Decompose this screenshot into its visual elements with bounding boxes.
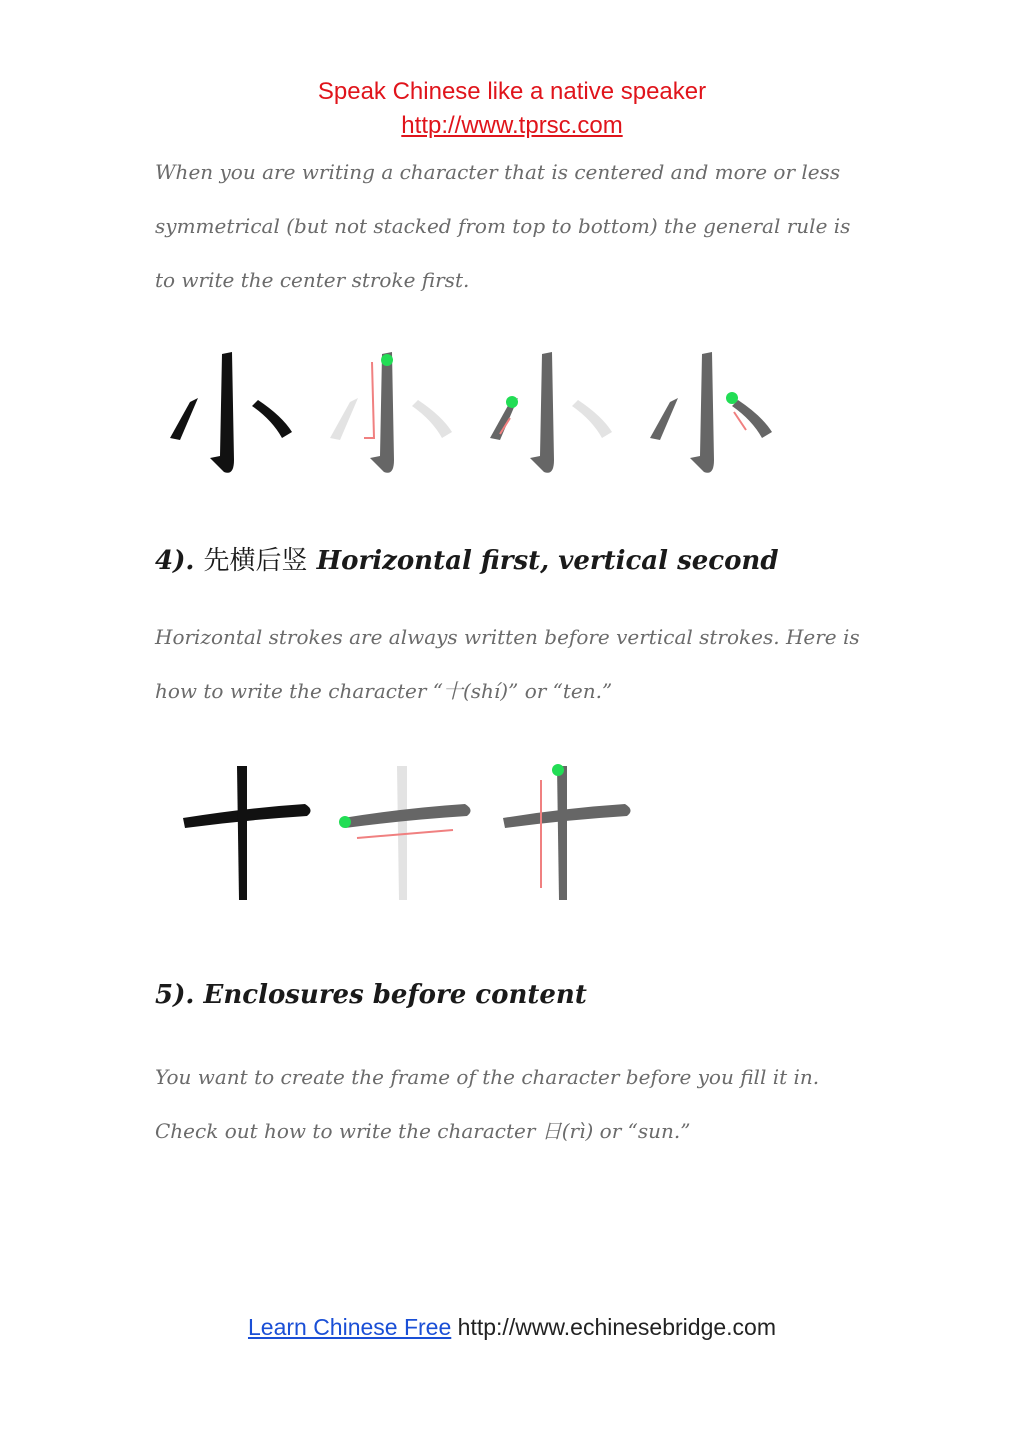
section5-paragraph: You want to create the frame of the character before you fill it in. Check out how to write the character 日(rì) or “sun.”: [155, 1065, 820, 1143]
footer-url: http://www.echinesebridge.com: [457, 1314, 776, 1340]
xiao-frame-complete: [170, 352, 292, 473]
xiao-frame-right: [650, 352, 772, 473]
xiao-right-stroke: [252, 400, 292, 438]
start-dot: [552, 764, 564, 776]
intro-paragraph: When you are writing a character that is centered and more or less symmetrical (but not stacked from top to bottom) the general rule is to write the center stroke first.: [155, 160, 851, 292]
section4-paragraph: Horizontal strokes are always written before vertical strokes. Here is how to write the character “十(shí)” or “ten.”: [155, 625, 860, 703]
section5-title: Enclosures before content: [203, 980, 587, 1010]
section4-chinese: 先横后竖: [203, 546, 308, 576]
start-dot: [339, 816, 351, 828]
section4-heading: [155, 540, 779, 577]
footer-link[interactable]: Learn Chinese Free: [247, 1314, 452, 1340]
section5-number: 5).: [155, 980, 195, 1010]
xiao-frame-left: [490, 352, 612, 473]
start-dot: [381, 354, 393, 366]
header-title: Speak Chinese like a native speaker: [317, 78, 707, 105]
start-dot: [726, 392, 738, 404]
shi-frame-horizontal: [339, 766, 471, 900]
section4-number: 4).: [155, 546, 195, 576]
shi-frame-vertical: [503, 764, 631, 900]
start-dot: [506, 396, 518, 408]
shi-frame-complete: [183, 766, 311, 900]
xiao-frame-center: [330, 352, 452, 473]
xiao-center-stroke: [210, 352, 234, 473]
xiao-stroke-order-diagram: [160, 340, 780, 490]
shi-vertical-stroke: [237, 766, 247, 900]
footer: [0, 1314, 1024, 1341]
xiao-left-stroke: [170, 398, 198, 440]
shi-stroke-order-diagram: [175, 760, 635, 910]
section5-heading: [155, 980, 587, 1010]
section4-title: Horizontal first, vertical second: [316, 546, 779, 576]
header-link[interactable]: http://www.tprsc.com: [401, 112, 623, 139]
